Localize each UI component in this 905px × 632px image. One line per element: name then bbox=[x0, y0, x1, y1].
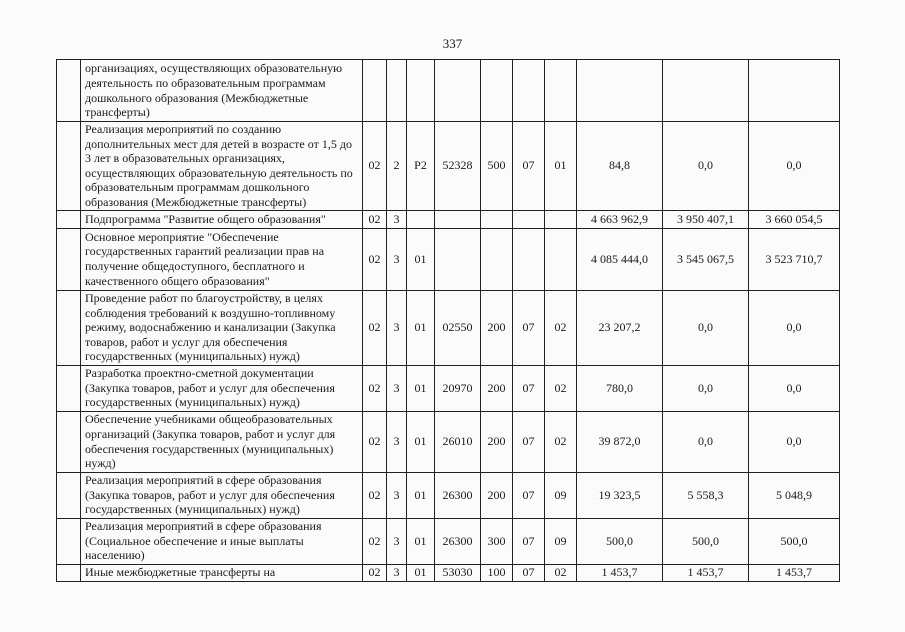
code-direction: 52328 bbox=[435, 122, 481, 211]
page-number: 337 bbox=[442, 36, 463, 51]
code-section: 07 bbox=[513, 564, 545, 581]
row-name: Обеспечение учебниками общеобразовательных организаций (Закупка товаров, работ и услуг для обеспечения государственных (муниципальных) нужд) bbox=[81, 411, 363, 472]
amount-year-1 bbox=[577, 60, 663, 122]
row-name: Проведение работ по благоустройству, в целях соблюдения требований к воздушно-топливному режиму, водоснабжению и канализации (Закупка товаров, работ и услуг для обеспечения государственных (муниципальных) нужд) bbox=[81, 290, 363, 365]
row-name: Подпрограмма "Развитие общего образования" bbox=[81, 210, 363, 228]
code-program: 02 bbox=[363, 472, 387, 518]
code-subsection: 02 bbox=[545, 564, 577, 581]
amount-year-1: 19 323,5 bbox=[577, 472, 663, 518]
amount-year-1: 84,8 bbox=[577, 122, 663, 211]
row-index-cell bbox=[57, 210, 81, 228]
code-subprogram: 3 bbox=[387, 228, 407, 290]
code-subsection bbox=[545, 60, 577, 122]
code-measure: Р2 bbox=[407, 122, 435, 211]
code-program: 02 bbox=[363, 564, 387, 581]
table-row bbox=[57, 122, 840, 211]
code-expense-type: 300 bbox=[481, 518, 513, 564]
code-measure: 01 bbox=[407, 228, 435, 290]
row-name: Основное мероприятие "Обеспечение государственных гарантий реализации прав на получение общедоступного, бесплатного и качественного общего образования" bbox=[81, 228, 363, 290]
code-program: 02 bbox=[363, 122, 387, 211]
row-index-cell bbox=[57, 60, 81, 122]
row-index-cell bbox=[57, 290, 81, 365]
row-name: Иные межбюджетные трансферты на bbox=[81, 564, 363, 581]
code-subprogram bbox=[387, 60, 407, 122]
amount-year-3: 1 453,7 bbox=[749, 564, 840, 581]
code-section: 07 bbox=[513, 411, 545, 472]
code-measure: 01 bbox=[407, 518, 435, 564]
code-subsection: 02 bbox=[545, 365, 577, 411]
amount-year-2: 1 453,7 bbox=[663, 564, 749, 581]
row-index-cell bbox=[57, 228, 81, 290]
code-expense-type: 100 bbox=[481, 564, 513, 581]
row-name: организациях, осуществляющих образовательную деятельность по образовательным программам дошкольного образования (Межбюджетные трансферты) bbox=[81, 60, 363, 122]
budget-table bbox=[56, 59, 840, 582]
code-subprogram: 2 bbox=[387, 122, 407, 211]
code-direction bbox=[435, 210, 481, 228]
row-name: Реализация мероприятий в сфере образования (Социальное обеспечение и иные выплаты населению) bbox=[81, 518, 363, 564]
code-expense-type bbox=[481, 60, 513, 122]
code-section: 07 bbox=[513, 365, 545, 411]
code-program: 02 bbox=[363, 365, 387, 411]
code-measure: 01 bbox=[407, 365, 435, 411]
row-index-cell bbox=[57, 365, 81, 411]
code-program: 02 bbox=[363, 518, 387, 564]
amount-year-3: 5 048,9 bbox=[749, 472, 840, 518]
table-row bbox=[57, 290, 840, 365]
code-direction bbox=[435, 228, 481, 290]
amount-year-3: 0,0 bbox=[749, 122, 840, 211]
code-measure bbox=[407, 210, 435, 228]
code-measure: 01 bbox=[407, 411, 435, 472]
table-row bbox=[57, 411, 840, 472]
row-name: Реализация мероприятий по созданию дополнительных мест для детей в возрасте от 1,5 до 3 лет в образовательных организациях, осуществляющих образовательную деятельность по образовательным программам дошкольного образования (Межбюджетные трансферты) bbox=[81, 122, 363, 211]
budget-table-body bbox=[57, 60, 840, 582]
code-measure bbox=[407, 60, 435, 122]
code-subsection: 01 bbox=[545, 122, 577, 211]
code-section bbox=[513, 60, 545, 122]
amount-year-2: 0,0 bbox=[663, 365, 749, 411]
code-direction: 02550 bbox=[435, 290, 481, 365]
code-program bbox=[363, 60, 387, 122]
code-subprogram: 3 bbox=[387, 210, 407, 228]
table-row bbox=[57, 228, 840, 290]
code-program: 02 bbox=[363, 290, 387, 365]
code-subprogram: 3 bbox=[387, 518, 407, 564]
code-subsection: 09 bbox=[545, 518, 577, 564]
amount-year-3: 0,0 bbox=[749, 365, 840, 411]
row-name: Реализация мероприятий в сфере образования (Закупка товаров, работ и услуг для обеспечения государственных (муниципальных) нужд) bbox=[81, 472, 363, 518]
table-row bbox=[57, 60, 840, 122]
code-direction bbox=[435, 60, 481, 122]
amount-year-2: 0,0 bbox=[663, 411, 749, 472]
code-expense-type bbox=[481, 210, 513, 228]
code-subprogram: 3 bbox=[387, 472, 407, 518]
amount-year-2 bbox=[663, 60, 749, 122]
amount-year-1: 23 207,2 bbox=[577, 290, 663, 365]
code-subprogram: 3 bbox=[387, 365, 407, 411]
row-index-cell bbox=[57, 564, 81, 581]
amount-year-3: 3 660 054,5 bbox=[749, 210, 840, 228]
code-subsection: 09 bbox=[545, 472, 577, 518]
code-direction: 26300 bbox=[435, 518, 481, 564]
table-row bbox=[57, 472, 840, 518]
code-expense-type: 200 bbox=[481, 472, 513, 518]
amount-year-3: 3 523 710,7 bbox=[749, 228, 840, 290]
row-index-cell bbox=[57, 122, 81, 211]
amount-year-3: 0,0 bbox=[749, 411, 840, 472]
amount-year-3: 500,0 bbox=[749, 518, 840, 564]
row-index-cell bbox=[57, 518, 81, 564]
table-row bbox=[57, 210, 840, 228]
row-name: Разработка проектно-сметной документации (Закупка товаров, работ и услуг для обеспечения государственных (муниципальных) нужд) bbox=[81, 365, 363, 411]
code-section bbox=[513, 210, 545, 228]
amount-year-1: 1 453,7 bbox=[577, 564, 663, 581]
amount-year-1: 4 085 444,0 bbox=[577, 228, 663, 290]
code-subsection: 02 bbox=[545, 290, 577, 365]
amount-year-3 bbox=[749, 60, 840, 122]
code-expense-type: 200 bbox=[481, 365, 513, 411]
code-subprogram: 3 bbox=[387, 290, 407, 365]
code-expense-type: 200 bbox=[481, 411, 513, 472]
code-section: 07 bbox=[513, 518, 545, 564]
code-section bbox=[513, 228, 545, 290]
code-expense-type: 200 bbox=[481, 290, 513, 365]
code-subprogram: 3 bbox=[387, 411, 407, 472]
amount-year-2: 5 558,3 bbox=[663, 472, 749, 518]
code-direction: 26010 bbox=[435, 411, 481, 472]
code-section: 07 bbox=[513, 122, 545, 211]
table-row bbox=[57, 518, 840, 564]
amount-year-1: 4 663 962,9 bbox=[577, 210, 663, 228]
code-subsection bbox=[545, 210, 577, 228]
table-row bbox=[57, 564, 840, 581]
code-direction: 20970 bbox=[435, 365, 481, 411]
amount-year-2: 3 950 407,1 bbox=[663, 210, 749, 228]
code-subprogram: 3 bbox=[387, 564, 407, 581]
amount-year-2: 3 545 067,5 bbox=[663, 228, 749, 290]
code-subsection: 02 bbox=[545, 411, 577, 472]
code-measure: 01 bbox=[407, 472, 435, 518]
amount-year-1: 39 872,0 bbox=[577, 411, 663, 472]
code-program: 02 bbox=[363, 210, 387, 228]
code-program: 02 bbox=[363, 411, 387, 472]
amount-year-2: 0,0 bbox=[663, 122, 749, 211]
code-section: 07 bbox=[513, 472, 545, 518]
code-direction: 26300 bbox=[435, 472, 481, 518]
code-measure: 01 bbox=[407, 564, 435, 581]
code-section: 07 bbox=[513, 290, 545, 365]
code-subsection bbox=[545, 228, 577, 290]
row-index-cell bbox=[57, 411, 81, 472]
amount-year-3: 0,0 bbox=[749, 290, 840, 365]
row-index-cell bbox=[57, 472, 81, 518]
amount-year-1: 500,0 bbox=[577, 518, 663, 564]
code-measure: 01 bbox=[407, 290, 435, 365]
code-expense-type: 500 bbox=[481, 122, 513, 211]
table-row bbox=[57, 365, 840, 411]
amount-year-2: 500,0 bbox=[663, 518, 749, 564]
amount-year-1: 780,0 bbox=[577, 365, 663, 411]
code-expense-type bbox=[481, 228, 513, 290]
amount-year-2: 0,0 bbox=[663, 290, 749, 365]
code-program: 02 bbox=[363, 228, 387, 290]
code-direction: 53030 bbox=[435, 564, 481, 581]
